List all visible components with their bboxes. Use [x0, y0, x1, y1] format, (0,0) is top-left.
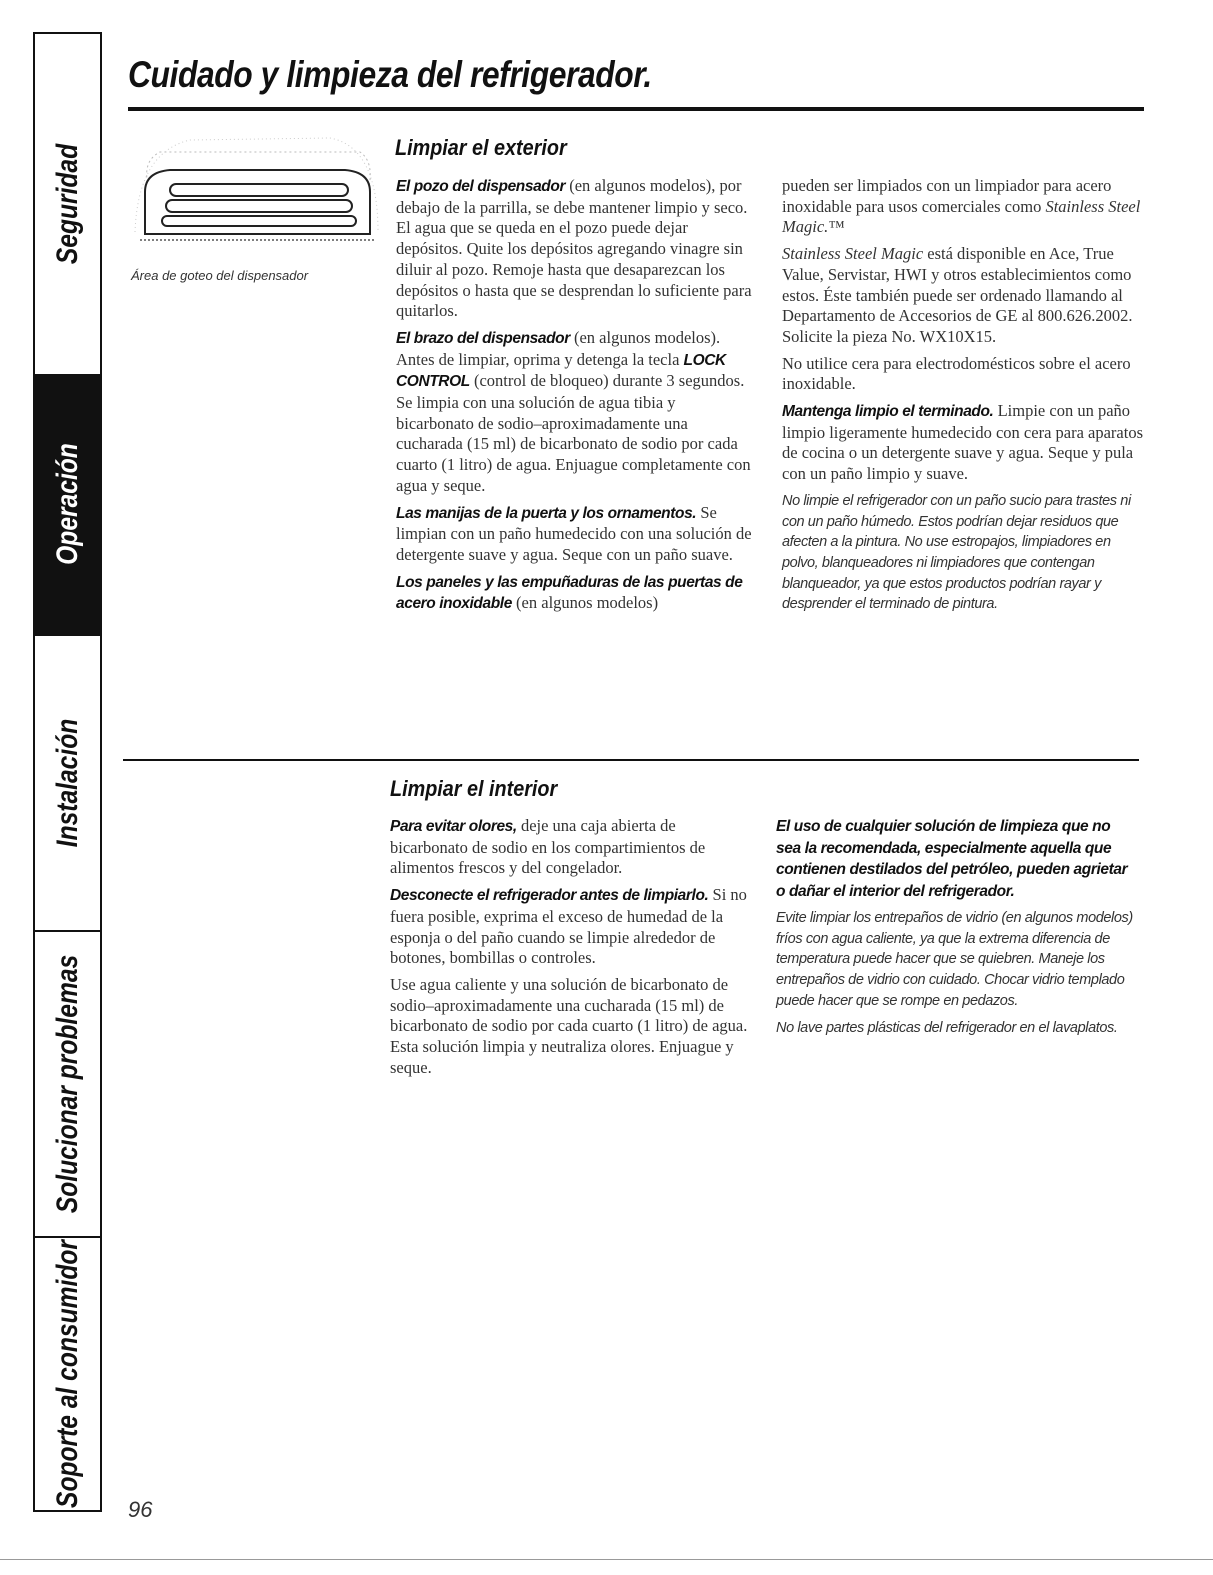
unplug-lead: Desconecte el refrigerador antes de limpiarlo. [390, 887, 709, 905]
dispenser-arm-text-b: (control de bloqueo) durante 3 segundos. Se limpia con una solución de agua tibia y bicarbonato de sodio–aproximadamente una cucharada (15 ml) de bicarbonato de sodio por cada cuarto (1 litro) de agua. Enjuague completamente con agua y seque. [396, 371, 751, 495]
door-handles-lead: Las manijas de la puerta y los ornamentos. [396, 504, 697, 522]
interior-column-left [390, 816, 752, 1084]
stainless-cleaner-paragraph [782, 176, 1144, 238]
lock-control-key: LOCK CONTROL [396, 351, 726, 391]
dispenser-arm-lead: El brazo del dispensador [396, 329, 570, 347]
availability-text: está disponible en Ace, True Value, Servistar, HWI y otros establecimientos como estos. Éste también puede ser ordenado llamando al Departamento de Accesorios de GE al 800.626.2002. Solicite la pieza No. WX10X15. [782, 244, 1133, 346]
title-rule [128, 107, 1144, 111]
exterior-column-right [782, 176, 1144, 621]
page-title: Cuidado y limpieza del refrigerador. [128, 54, 652, 95]
no-wax-paragraph: No utilice cera para electrodomésticos sobre el acero inoxidable. [782, 353, 1131, 394]
unplug-paragraph [390, 885, 752, 969]
odors-paragraph [390, 816, 752, 879]
odors-lead: Para evitar olores, [390, 818, 517, 835]
stainless-panels-paragraph [396, 572, 756, 615]
exterior-column-left [396, 176, 756, 621]
glass-shelves-note: Evite limpiar los entrepaños de vidrio (en algunos modelos) fríos con agua caliente, ya que la extrema diferencia de temperatura puede hacer que se quiebren. Maneje los entrepaños de vidrio con cuidado. Chocar vidrio templado puede hacer que se rompe en pedazos. [776, 910, 1133, 1009]
tab-soporte-consumidor[interactable] [33, 1238, 102, 1512]
door-handles-paragraph [396, 503, 756, 566]
tab-seguridad-label: Seguridad [50, 143, 84, 265]
stainless-brand-1: Stainless Steel Magic.™ [782, 196, 1141, 237]
tab-solucionar-problemas-label: Solucionar problemas [50, 954, 84, 1214]
tab-soporte-consumidor-label: Soporte al consumidor [50, 1240, 84, 1508]
dispenser-well-lead: El pozo del dispensador [396, 178, 566, 195]
tab-operacion[interactable] [33, 374, 102, 636]
tab-operacion-label: Operación [50, 443, 84, 565]
drip-tray-illustration [130, 132, 380, 262]
dispenser-arm-paragraph [396, 328, 756, 497]
stainless-brand-2: Stainless Steel Magic [782, 244, 924, 264]
dispenser-well-text: (en algunos modelos), por debajo de la parrilla, se debe mantener limpio y seco. El agua que se queda en el pozo puede dejar depósitos. Quite los depósitos agregando vinagre sin diluir al pozo. Remoje hasta que desaparezcan los depósitos o hasta que se desprendan lo suficiente para quitarlos. [396, 176, 752, 321]
interior-column-right [776, 816, 1138, 1044]
tab-instalacion-label: Instalación [50, 718, 84, 848]
stainless-panels-lead: Los paneles y las empuñaduras de las puertas de acero inoxidable [396, 573, 743, 613]
dirty-cloth-note: No limpie el refrigerador con un paño sucio para trastes ni con un paño húmedo. Estos podrían dejar residuos que afecten a la pintura. No use estropajos, limpiadores en polvo, blanqueadores ni limpiadores que contengan blanqueador, ya que estos productos podrían rayar y desprender el terminado de pintura. [782, 492, 1131, 613]
odors-text: deje una caja abierta de bicarbonato de sodio en los compartimientos de alimentos frescos y del congelador. [390, 816, 706, 878]
cleaning-solution-warning: El uso de cualquier solución de limpieza que no sea la recomendada, especialmente aquella que contienen destilados del petróleo, pueden agrietar o dañar el interior del refrigerador. [776, 818, 1128, 900]
dishwasher-note: No lave partes plásticas del refrigerador en el lavaplatos. [776, 1019, 1118, 1036]
keep-finish-text: Limpie con un paño limpio ligeramente humedecido con cera para aparatos de cocina o un detergente suave y agua. Seque y pula con un paño limpio y suave. [782, 401, 1144, 484]
stainless-panels-text: (en algunos modelos) [511, 593, 659, 613]
tab-instalacion[interactable] [33, 636, 102, 932]
bottom-rule [0, 1559, 1213, 1560]
warm-water-paragraph: Use agua caliente y una solución de bicarbonato de sodio–aproximadamente una cucharada (15 ml) de bicarbonato de sodio por cada cuarto (1 litro) de agua. Esta solución limpia y neutraliza olores. Enjuague y seque. [390, 974, 748, 1077]
unplug-text: Si no fuera posible, exprima el exceso de humedad de la esponja o del paño cuando se limpie alrededor de botones, bombillas o controles. [390, 885, 747, 968]
dispenser-arm-text-a: (en algunos modelos). Antes de limpiar, oprima y detenga la tecla [396, 327, 721, 369]
dispenser-well-paragraph [396, 176, 756, 322]
exterior-heading: Limpiar el exterior [395, 135, 567, 160]
interior-heading: Limpiar el interior [390, 776, 558, 801]
stainless-cleaner-text: pueden ser limpiados con un limpiador para acero inoxidable para usos comerciales como [782, 176, 1112, 216]
tab-solucionar-problemas[interactable] [33, 932, 102, 1238]
keep-finish-paragraph [782, 401, 1144, 485]
tab-seguridad[interactable] [33, 32, 102, 376]
availability-paragraph [782, 244, 1144, 348]
page-number: 96 [128, 1497, 153, 1522]
keep-finish-lead: Mantenga limpio el terminado. [782, 403, 994, 421]
figure-caption: Área de goteo del dispensador [131, 268, 309, 283]
section-divider [123, 759, 1139, 761]
door-handles-text: Se limpian con un paño humedecido con una solución de detergente suave y agua. Seque con un paño suave. [396, 502, 752, 564]
section-tabs [33, 32, 102, 1512]
